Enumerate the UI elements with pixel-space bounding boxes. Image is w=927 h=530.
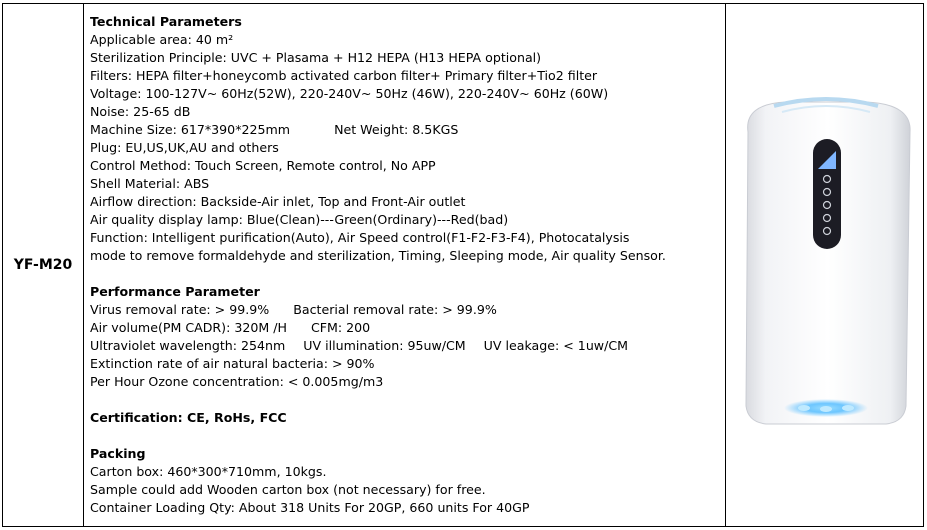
spec-line: Sterilization Principle: UVC + Plasama + H12 HEPA (H13 HEPA optional): [90, 50, 542, 65]
uv-wavelength: Ultraviolet wavelength: 254nm: [90, 338, 286, 353]
spec-line: mode to remove formaldehyde and sterilization, Timing, Sleeping mode, Air quality Sensor.: [90, 248, 666, 263]
packing-line: Container Loading Qty: About 318 Units For 20GP, 660 units For 40GP: [90, 500, 530, 515]
air-volume: Air volume(PM CADR): 320M /H: [90, 320, 287, 335]
perf-line: Extinction rate of air natural bacteria: > 90%: [90, 356, 375, 371]
uv-illumination: UV illumination: 95uw/CM: [303, 338, 466, 353]
packing-line: Sample could add Wooden carton box (not necessary) for free.: [90, 482, 486, 497]
spec-line: Filters: HEPA filter+honeycomb activated carbon filter+ Primary filter+Tio2 filter: [90, 68, 598, 83]
spec-line: Noise: 25-65 dB: [90, 104, 191, 119]
net-weight: Net Weight: 8.5KGS: [334, 122, 459, 137]
certification: Certification: CE, RoHs, FCC: [90, 410, 287, 425]
perf-line-air: [90, 319, 725, 337]
spec-line: Airflow direction: Backside-Air inlet, Top and Front-Air outlet: [90, 194, 466, 209]
cfm: CFM: 200: [310, 320, 371, 335]
spec-line: Air quality display lamp: Blue(Clean)---Green(Ordinary)---Red(bad): [90, 212, 509, 227]
product-image-cell: [726, 4, 923, 526]
uv-leakage: UV leakage: < 1uw/CM: [483, 338, 629, 353]
perf-line: Per Hour Ozone concentration: < 0.005mg/m3: [90, 374, 384, 389]
performance-heading: Performance Parameter: [90, 284, 260, 299]
air-purifier-image: [726, 4, 925, 526]
spec-line: Voltage: 100-127V~ 60Hz(52W), 220-240V~ 50Hz (46W), 220-240V~ 60Hz (60W): [90, 86, 609, 101]
spec-table: [2, 3, 924, 527]
perf-line-uv: [90, 337, 725, 355]
spec-line-size-weight: [90, 121, 725, 139]
spec-text-cell: [84, 4, 726, 526]
packing-heading: Packing: [90, 446, 146, 461]
spec-line: Shell Material: ABS: [90, 176, 210, 191]
technical-heading: Technical Parameters: [90, 14, 242, 29]
spec-line: Plug: EU,US,UK,AU and others: [90, 140, 279, 155]
packing-line: Carton box: 460*300*710mm, 10kgs.: [90, 464, 327, 479]
spec-line: Applicable area: 40 m²: [90, 32, 234, 47]
bacterial-rate: Bacterial removal rate: > 99.9%: [293, 302, 497, 317]
spec-line: Function: Intelligent purification(Auto), Air Speed control(F1-F2-F3-F4), Photocatalysis: [90, 230, 630, 245]
control-panel: [813, 139, 841, 249]
machine-size: Machine Size: 617*390*225mm: [90, 122, 291, 137]
model-cell: [3, 4, 84, 526]
spec-line: Control Method: Touch Screen, Remote control, No APP: [90, 158, 436, 173]
virus-rate: Virus removal rate: > 99.9%: [90, 302, 270, 317]
model-name: YF-M20: [13, 257, 73, 273]
perf-line-removal: [90, 301, 725, 319]
